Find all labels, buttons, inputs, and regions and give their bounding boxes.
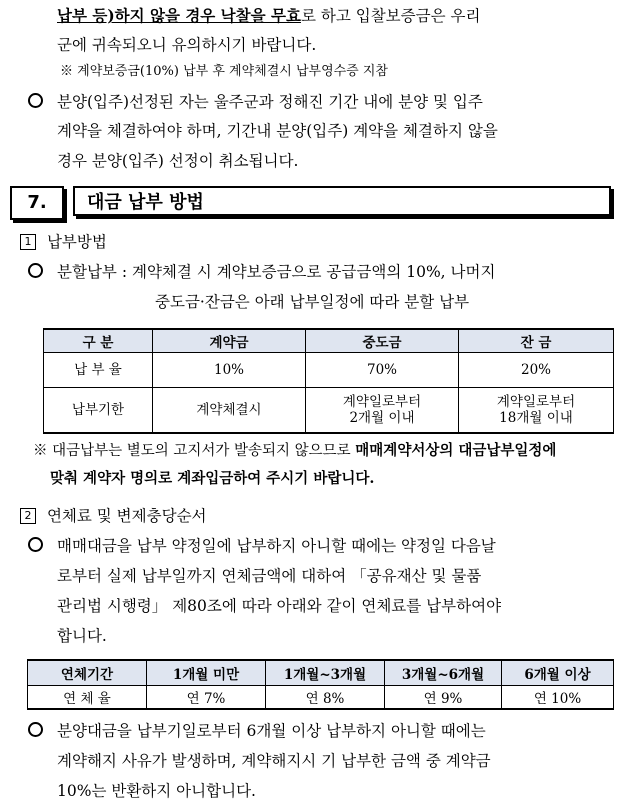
table1-header: 계약금 <box>153 329 306 353</box>
intro-line-1 <box>57 6 480 26</box>
table1-header: 구 분 <box>44 329 153 353</box>
table2-header: 1개월~3개월 <box>266 660 385 686</box>
sub1-bullet-line-2: 중도금·잔금은 아래 납부일정에 따라 분할 납부 <box>155 293 470 311</box>
table1-cell: 납부기한 <box>44 388 153 434</box>
bullet-last-line-2: 계약해지 사유가 발생하며, 계약해지시 기 납부한 금액 중 계약금 <box>57 752 491 770</box>
table2-header: 3개월~6개월 <box>385 660 502 686</box>
section-title: 대금 납부 방법 <box>73 186 611 216</box>
bullet-circle-icon <box>28 722 43 737</box>
intro-emphasis: 납부 등)하지 않을 경우 낙찰을 무효 <box>57 6 301 25</box>
bullet1-line-1: 분양(입주)선정된 자는 울주군과 정해진 기간 내에 분양 및 입주 <box>57 93 483 111</box>
table1-cell: 계약일로부터 2개월 이내 <box>306 388 459 434</box>
table1-cell: 70% <box>306 353 459 388</box>
table1-header: 중도금 <box>306 329 459 353</box>
note2-line-2: 맞춰 계약자 명의로 계좌입금하여 주시기 바랍니다. <box>50 470 375 487</box>
sub2-line-3: 관리법 시행령」 제80조에 따라 아래와 같이 연체료를 납부하여야 <box>57 597 502 615</box>
bullet-circle-icon <box>28 537 43 552</box>
bullet-last-line-3: 10%는 반환하지 아니합니다. <box>57 782 256 800</box>
bullet1-line-2: 계약을 체결하여야 하며, 기간내 분양(입주) 계약을 체결하지 않을 <box>57 122 498 140</box>
note2-line-1 <box>33 441 556 461</box>
table1-cell: 납 부 율 <box>44 353 153 388</box>
table1-cell: 10% <box>153 353 306 388</box>
bullet-circle-icon <box>28 263 43 278</box>
sub2-number: 2 <box>20 508 36 524</box>
table1-cell: 계약일로부터 18개월 이내 <box>459 388 614 434</box>
table2-header: 1개월 미만 <box>147 660 266 686</box>
sub1-heading <box>20 232 107 252</box>
sub1-title: 납부방법 <box>46 233 107 251</box>
bullet-last-line-1: 분양대금을 납부기일로부터 6개월 이상 납부하지 아니할 때에는 <box>57 722 486 740</box>
intro-line-1-rest: 로 하고 입찰보증금은 우리 <box>300 7 481 25</box>
sub1-bullet-line-1: 분할납부 : 계약체결 시 계약보증금으로 공급금액의 10%, 나머지 <box>57 263 496 281</box>
bullet-circle-icon <box>28 93 43 108</box>
table2-cell: 연 8% <box>266 686 385 710</box>
table1-cell: 20% <box>459 353 614 388</box>
table2-header: 6개월 이상 <box>502 660 614 686</box>
intro-note: ※ 계약보증금(10%) 납부 후 계약체결시 납부영수증 지참 <box>60 64 388 79</box>
payment-schedule-table <box>43 328 614 434</box>
sub2-title: 연체료 및 변제충당순서 <box>46 507 207 525</box>
table2-cell: 연 체 율 <box>28 686 147 710</box>
sub2-heading <box>20 506 207 526</box>
table2-cell: 연 7% <box>147 686 266 710</box>
sub2-line-4: 합니다. <box>57 627 107 645</box>
sub1-number: 1 <box>20 234 36 250</box>
table2-cell: 연 9% <box>385 686 502 710</box>
sub2-line-2: 로부터 실제 납부일까지 연체금액에 대하여 「공유재산 및 물품 <box>57 567 482 585</box>
late-fee-table <box>27 659 614 710</box>
table2-cell: 연 10% <box>502 686 614 710</box>
note2-text: ※ 대금납부는 별도의 고지서가 발송되지 않으므로 <box>33 443 356 459</box>
note2-emphasis: 매매계약서상의 대금납부일정에 <box>355 442 557 459</box>
intro-line-2: 군에 귀속되오니 유의하시기 바랍니다. <box>57 36 317 54</box>
sub2-line-1: 매매대금을 납부 약정일에 납부하지 아니할 때에는 약정일 다음날 <box>57 537 496 555</box>
section-number: 7. <box>10 186 64 220</box>
bullet1-line-3: 경우 분양(입주) 선정이 취소됩니다. <box>57 152 299 170</box>
table2-header: 연체기간 <box>28 660 147 686</box>
table1-header: 잔 금 <box>459 329 614 353</box>
table1-cell: 계약체결시 <box>153 388 306 434</box>
